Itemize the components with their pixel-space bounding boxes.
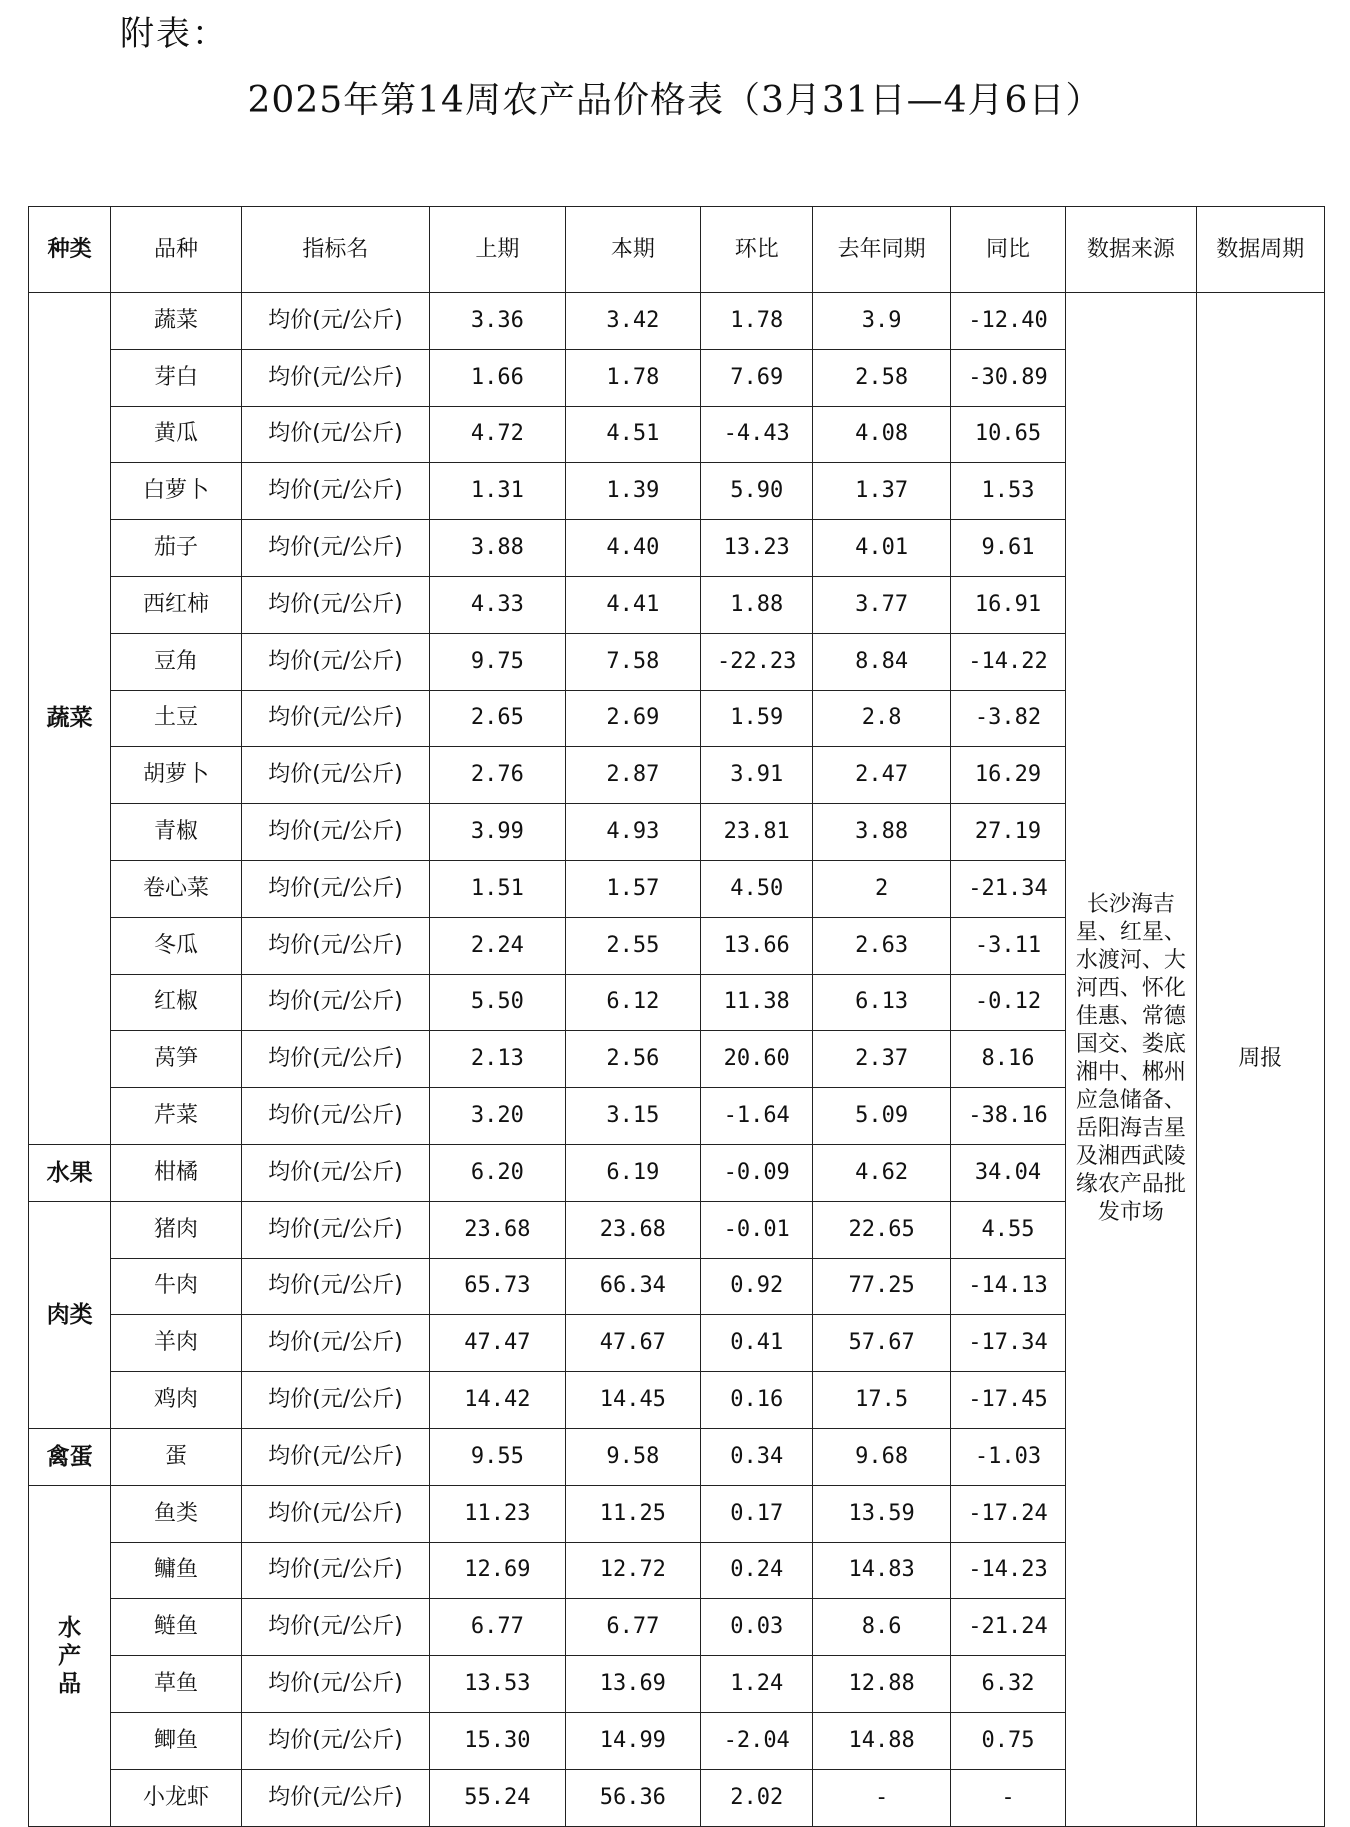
curr-value-cell: 66.34	[565, 1258, 700, 1315]
yoy-value-cell: -14.23	[950, 1542, 1065, 1599]
prev-value-cell: 3.88	[430, 520, 565, 577]
curr-value-cell: 4.51	[565, 406, 700, 463]
prev-value-cell: 55.24	[430, 1769, 565, 1826]
curr-value-cell: 47.67	[565, 1315, 700, 1372]
prev-value-cell: 5.50	[430, 974, 565, 1031]
mom-value-cell: 0.34	[701, 1428, 813, 1485]
header-category: 种类	[29, 207, 111, 293]
prev-value-cell: 9.75	[430, 633, 565, 690]
yoy-value-cell: 27.19	[950, 804, 1065, 861]
yoy-value-cell: 0.75	[950, 1712, 1065, 1769]
indicator-cell: 均价(元/公斤)	[241, 520, 430, 577]
variety-cell: 鳙鱼	[111, 1542, 241, 1599]
mom-value-cell: 11.38	[701, 974, 813, 1031]
last-year-value-cell: 2.58	[813, 349, 950, 406]
variety-cell: 柑橘	[111, 1144, 241, 1201]
curr-value-cell: 14.99	[565, 1712, 700, 1769]
yoy-value-cell: 16.91	[950, 576, 1065, 633]
mom-value-cell: 1.78	[701, 293, 813, 350]
yoy-value-cell: -1.03	[950, 1428, 1065, 1485]
indicator-cell: 均价(元/公斤)	[241, 1599, 430, 1656]
indicator-cell: 均价(元/公斤)	[241, 1315, 430, 1372]
mom-value-cell: 0.16	[701, 1372, 813, 1429]
curr-value-cell: 6.19	[565, 1144, 700, 1201]
indicator-cell: 均价(元/公斤)	[241, 1769, 430, 1826]
category-cell: 蔬菜	[29, 293, 111, 1145]
variety-cell: 小龙虾	[111, 1769, 241, 1826]
last-year-value-cell: 57.67	[813, 1315, 950, 1372]
mom-value-cell: 4.50	[701, 860, 813, 917]
last-year-value-cell: 2.8	[813, 690, 950, 747]
variety-cell: 青椒	[111, 804, 241, 861]
mom-value-cell: 0.92	[701, 1258, 813, 1315]
variety-cell: 西红柿	[111, 576, 241, 633]
mom-value-cell: 5.90	[701, 463, 813, 520]
last-year-value-cell: 3.88	[813, 804, 950, 861]
curr-value-cell: 3.42	[565, 293, 700, 350]
price-table	[28, 206, 1325, 1827]
indicator-cell: 均价(元/公斤)	[241, 1542, 430, 1599]
yoy-value-cell: -3.82	[950, 690, 1065, 747]
header-prev: 上期	[430, 207, 565, 293]
curr-value-cell: 13.69	[565, 1656, 700, 1713]
curr-value-cell: 4.41	[565, 576, 700, 633]
prev-value-cell: 3.20	[430, 1088, 565, 1145]
mom-value-cell: -22.23	[701, 633, 813, 690]
prev-value-cell: 1.31	[430, 463, 565, 520]
prev-value-cell: 6.77	[430, 1599, 565, 1656]
indicator-cell: 均价(元/公斤)	[241, 860, 430, 917]
indicator-cell: 均价(元/公斤)	[241, 1485, 430, 1542]
variety-cell: 胡萝卜	[111, 747, 241, 804]
last-year-value-cell: 2.47	[813, 747, 950, 804]
curr-value-cell: 4.40	[565, 520, 700, 577]
mom-value-cell: -2.04	[701, 1712, 813, 1769]
yoy-value-cell: 4.55	[950, 1201, 1065, 1258]
mom-value-cell: 0.24	[701, 1542, 813, 1599]
header-last-year: 去年同期	[813, 207, 950, 293]
yoy-value-cell: 10.65	[950, 406, 1065, 463]
prev-value-cell: 2.13	[430, 1031, 565, 1088]
indicator-cell: 均价(元/公斤)	[241, 406, 430, 463]
curr-value-cell: 1.78	[565, 349, 700, 406]
document-title: 2025年第14周农产品价格表（3月31日—4月6日）	[247, 80, 1103, 121]
variety-cell: 蔬菜	[111, 293, 241, 350]
data-source-text: 长沙海吉星、红星、水渡河、大河西、怀化佳惠、常德国交、娄底湘中、郴州应急储备、岳阳海吉星及湘西武陵缘农产品批发市场	[1075, 892, 1186, 1226]
prev-value-cell: 2.65	[430, 690, 565, 747]
variety-cell: 鲢鱼	[111, 1599, 241, 1656]
indicator-cell: 均价(元/公斤)	[241, 1428, 430, 1485]
prev-value-cell: 9.55	[430, 1428, 565, 1485]
indicator-cell: 均价(元/公斤)	[241, 349, 430, 406]
mom-value-cell: 13.66	[701, 917, 813, 974]
last-year-value-cell: 2	[813, 860, 950, 917]
indicator-cell: 均价(元/公斤)	[241, 804, 430, 861]
curr-value-cell: 6.12	[565, 974, 700, 1031]
prev-value-cell: 6.20	[430, 1144, 565, 1201]
yoy-value-cell: -17.45	[950, 1372, 1065, 1429]
mom-value-cell: 3.91	[701, 747, 813, 804]
last-year-value-cell: -	[813, 1769, 950, 1826]
prev-value-cell: 65.73	[430, 1258, 565, 1315]
mom-value-cell: 20.60	[701, 1031, 813, 1088]
variety-cell: 鲫鱼	[111, 1712, 241, 1769]
indicator-cell: 均价(元/公斤)	[241, 1258, 430, 1315]
curr-value-cell: 2.87	[565, 747, 700, 804]
mom-value-cell: -1.64	[701, 1088, 813, 1145]
prev-value-cell: 4.72	[430, 406, 565, 463]
mom-value-cell: -0.01	[701, 1201, 813, 1258]
yoy-value-cell: 9.61	[950, 520, 1065, 577]
last-year-value-cell: 4.62	[813, 1144, 950, 1201]
variety-cell: 莴笋	[111, 1031, 241, 1088]
category-cell: 肉类	[29, 1201, 111, 1428]
yoy-value-cell: -12.40	[950, 293, 1065, 350]
prev-value-cell: 3.36	[430, 293, 565, 350]
mom-value-cell: 7.69	[701, 349, 813, 406]
curr-value-cell: 2.55	[565, 917, 700, 974]
indicator-cell: 均价(元/公斤)	[241, 293, 430, 350]
curr-value-cell: 7.58	[565, 633, 700, 690]
mom-value-cell: 13.23	[701, 520, 813, 577]
header-indicator: 指标名	[241, 207, 430, 293]
header-variety: 品种	[111, 207, 241, 293]
yoy-value-cell: -14.13	[950, 1258, 1065, 1315]
variety-cell: 草鱼	[111, 1656, 241, 1713]
yoy-value-cell: -38.16	[950, 1088, 1065, 1145]
last-year-value-cell: 9.68	[813, 1428, 950, 1485]
curr-value-cell: 3.15	[565, 1088, 700, 1145]
curr-value-cell: 12.72	[565, 1542, 700, 1599]
mom-value-cell: -0.09	[701, 1144, 813, 1201]
indicator-cell: 均价(元/公斤)	[241, 1201, 430, 1258]
variety-cell: 牛肉	[111, 1258, 241, 1315]
last-year-value-cell: 14.88	[813, 1712, 950, 1769]
indicator-cell: 均价(元/公斤)	[241, 1031, 430, 1088]
prev-value-cell: 2.76	[430, 747, 565, 804]
yoy-value-cell: -14.22	[950, 633, 1065, 690]
indicator-cell: 均价(元/公斤)	[241, 1712, 430, 1769]
table-row	[29, 293, 1325, 350]
last-year-value-cell: 8.6	[813, 1599, 950, 1656]
yoy-value-cell: -3.11	[950, 917, 1065, 974]
category-cell: 水产品	[29, 1485, 111, 1826]
yoy-value-cell: -17.24	[950, 1485, 1065, 1542]
mom-value-cell: 0.41	[701, 1315, 813, 1372]
curr-value-cell: 1.39	[565, 463, 700, 520]
attachment-prefix: 附表：	[120, 14, 228, 54]
variety-cell: 芽白	[111, 349, 241, 406]
indicator-cell: 均价(元/公斤)	[241, 1372, 430, 1429]
yoy-value-cell: -21.34	[950, 860, 1065, 917]
indicator-cell: 均价(元/公斤)	[241, 463, 430, 520]
indicator-cell: 均价(元/公斤)	[241, 1144, 430, 1201]
prev-value-cell: 12.69	[430, 1542, 565, 1599]
prev-value-cell: 1.51	[430, 860, 565, 917]
mom-value-cell: 1.88	[701, 576, 813, 633]
curr-value-cell: 23.68	[565, 1201, 700, 1258]
indicator-cell: 均价(元/公斤)	[241, 633, 430, 690]
header-row	[29, 207, 1325, 293]
mom-value-cell: 0.03	[701, 1599, 813, 1656]
last-year-value-cell: 12.88	[813, 1656, 950, 1713]
header-period: 数据周期	[1196, 207, 1324, 293]
data-source-cell	[1066, 293, 1196, 1827]
yoy-value-cell: -0.12	[950, 974, 1065, 1031]
last-year-value-cell: 13.59	[813, 1485, 950, 1542]
header-curr: 本期	[565, 207, 700, 293]
last-year-value-cell: 1.37	[813, 463, 950, 520]
table-body	[29, 293, 1325, 1827]
indicator-cell: 均价(元/公斤)	[241, 974, 430, 1031]
yoy-value-cell: -	[950, 1769, 1065, 1826]
prev-value-cell: 14.42	[430, 1372, 565, 1429]
variety-cell: 蛋	[111, 1428, 241, 1485]
indicator-cell: 均价(元/公斤)	[241, 576, 430, 633]
variety-cell: 猪肉	[111, 1201, 241, 1258]
prev-value-cell: 2.24	[430, 917, 565, 974]
indicator-cell: 均价(元/公斤)	[241, 1656, 430, 1713]
mom-value-cell: 1.59	[701, 690, 813, 747]
variety-cell: 豆角	[111, 633, 241, 690]
yoy-value-cell: -17.34	[950, 1315, 1065, 1372]
last-year-value-cell: 2.63	[813, 917, 950, 974]
mom-value-cell: 1.24	[701, 1656, 813, 1713]
prev-value-cell: 1.66	[430, 349, 565, 406]
last-year-value-cell: 3.9	[813, 293, 950, 350]
last-year-value-cell: 4.01	[813, 520, 950, 577]
yoy-value-cell: 1.53	[950, 463, 1065, 520]
curr-value-cell: 9.58	[565, 1428, 700, 1485]
curr-value-cell: 11.25	[565, 1485, 700, 1542]
yoy-value-cell: 8.16	[950, 1031, 1065, 1088]
curr-value-cell: 1.57	[565, 860, 700, 917]
variety-cell: 冬瓜	[111, 917, 241, 974]
variety-cell: 鸡肉	[111, 1372, 241, 1429]
curr-value-cell: 2.56	[565, 1031, 700, 1088]
last-year-value-cell: 4.08	[813, 406, 950, 463]
header-mom: 环比	[701, 207, 813, 293]
data-period-cell: 周报	[1196, 293, 1324, 1827]
last-year-value-cell: 77.25	[813, 1258, 950, 1315]
variety-cell: 黄瓜	[111, 406, 241, 463]
prev-value-cell: 13.53	[430, 1656, 565, 1713]
variety-cell: 土豆	[111, 690, 241, 747]
yoy-value-cell: 16.29	[950, 747, 1065, 804]
prev-value-cell: 47.47	[430, 1315, 565, 1372]
last-year-value-cell: 17.5	[813, 1372, 950, 1429]
curr-value-cell: 2.69	[565, 690, 700, 747]
prev-value-cell: 15.30	[430, 1712, 565, 1769]
indicator-cell: 均价(元/公斤)	[241, 747, 430, 804]
header-source: 数据来源	[1066, 207, 1196, 293]
last-year-value-cell: 22.65	[813, 1201, 950, 1258]
curr-value-cell: 4.93	[565, 804, 700, 861]
mom-value-cell: 0.17	[701, 1485, 813, 1542]
curr-value-cell: 6.77	[565, 1599, 700, 1656]
last-year-value-cell: 3.77	[813, 576, 950, 633]
indicator-cell: 均价(元/公斤)	[241, 917, 430, 974]
last-year-value-cell: 14.83	[813, 1542, 950, 1599]
yoy-value-cell: -21.24	[950, 1599, 1065, 1656]
yoy-value-cell: 6.32	[950, 1656, 1065, 1713]
yoy-value-cell: -30.89	[950, 349, 1065, 406]
last-year-value-cell: 8.84	[813, 633, 950, 690]
prev-value-cell: 4.33	[430, 576, 565, 633]
variety-cell: 芹菜	[111, 1088, 241, 1145]
curr-value-cell: 56.36	[565, 1769, 700, 1826]
prev-value-cell: 23.68	[430, 1201, 565, 1258]
variety-cell: 鱼类	[111, 1485, 241, 1542]
indicator-cell: 均价(元/公斤)	[241, 1088, 430, 1145]
variety-cell: 卷心菜	[111, 860, 241, 917]
variety-cell: 白萝卜	[111, 463, 241, 520]
indicator-cell: 均价(元/公斤)	[241, 690, 430, 747]
category-cell: 水果	[29, 1144, 111, 1201]
header-yoy: 同比	[950, 207, 1065, 293]
yoy-value-cell: 34.04	[950, 1144, 1065, 1201]
curr-value-cell: 14.45	[565, 1372, 700, 1429]
variety-cell: 红椒	[111, 974, 241, 1031]
prev-value-cell: 11.23	[430, 1485, 565, 1542]
last-year-value-cell: 2.37	[813, 1031, 950, 1088]
mom-value-cell: -4.43	[701, 406, 813, 463]
last-year-value-cell: 5.09	[813, 1088, 950, 1145]
variety-cell: 羊肉	[111, 1315, 241, 1372]
last-year-value-cell: 6.13	[813, 974, 950, 1031]
prev-value-cell: 3.99	[430, 804, 565, 861]
mom-value-cell: 2.02	[701, 1769, 813, 1826]
mom-value-cell: 23.81	[701, 804, 813, 861]
variety-cell: 茄子	[111, 520, 241, 577]
category-cell: 禽蛋	[29, 1428, 111, 1485]
